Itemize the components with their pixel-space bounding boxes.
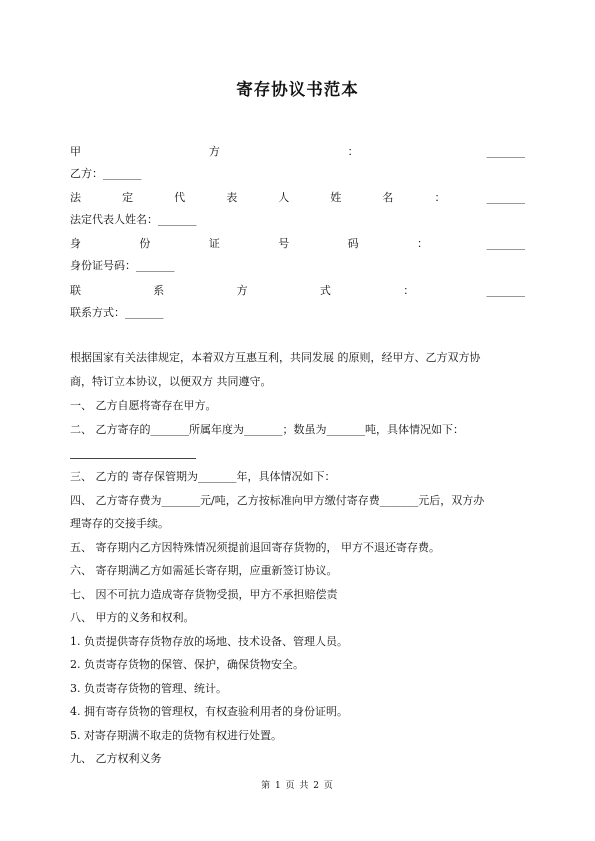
- legal-rep-char: 法: [70, 191, 81, 204]
- party-b-line: 乙方：_______: [70, 167, 142, 180]
- clause-7: 七、 因不可抗力造成寄存货物受损，甲方不承担赔偿责: [70, 588, 338, 601]
- clause-8: 八、 甲方的义务和权利。: [70, 611, 195, 624]
- id-number-blank: _______: [486, 237, 525, 250]
- contact-char: 联: [70, 284, 81, 297]
- party-a-line: [70, 144, 525, 160]
- legal-rep-char: 名: [382, 191, 394, 204]
- clause-1: 一、 乙方自愿将寄存在甲方。: [70, 399, 217, 412]
- document-title: 寄存协议书范本: [236, 80, 359, 99]
- legal-rep-char: 姓: [330, 191, 342, 204]
- party-a-colon: ：: [347, 145, 359, 158]
- legal-rep-char: 表: [226, 191, 238, 204]
- sub-item-5: 5. 对寄存期满不取走的货物有权进行处置。: [70, 729, 282, 742]
- id-number-char: 份: [139, 237, 151, 250]
- contact-line: 联系方式：_______: [70, 306, 164, 319]
- id-number-spread-line: [70, 236, 525, 252]
- contact-spread-line: [70, 283, 525, 299]
- clause-3: 三、 乙方的 寄存保管期为_______年，具体情况如下：: [70, 470, 336, 483]
- body-paragraph-line: 商，特订立本协议，以便双方 共同遵守。: [70, 375, 272, 388]
- legal-rep-char: 人: [278, 191, 290, 204]
- blank-underline: [70, 458, 196, 459]
- clause-9: 九、 乙方权利义务: [70, 752, 162, 765]
- id-number-char: 证: [208, 237, 220, 250]
- id-number-char: 码: [347, 237, 359, 250]
- legal-rep-spread-line: [70, 190, 525, 206]
- legal-rep-char: 定: [122, 191, 134, 204]
- legal-rep-line: 法定代表人姓名：_______: [70, 213, 197, 226]
- clause-2: 二、 乙方寄存的_______所属年度为_______；数虽为_______吨，具体情况如下：: [70, 423, 464, 436]
- body-paragraph-line: 根据国家有关法律规定，本着双方互惠互利，共同发展 的原则，经甲方、乙方双方协: [70, 351, 481, 364]
- party-a-char: 甲: [70, 145, 81, 158]
- party-a-char: 方: [208, 145, 220, 158]
- contact-char: 式: [319, 284, 331, 297]
- sub-item-3: 3. 负责寄存货物的管理、统计。: [70, 682, 227, 695]
- sub-item-2: 2. 负责寄存货物的保管、保护，确保货物安全。: [70, 658, 304, 671]
- sub-item-4: 4. 拥有寄存货物的管理权，有权查验利用者的身份证明。: [70, 705, 348, 718]
- contact-colon: ：: [403, 284, 415, 297]
- party-a-blank: _______: [486, 145, 525, 158]
- contact-char: 方: [236, 284, 248, 297]
- clause-4: 四、 乙方寄存费为_______元/吨，乙方按标准向甲方缴付寄存费_______元后，双方办: [70, 494, 485, 507]
- id-number-colon: ：: [417, 237, 429, 250]
- id-number-char: 身: [70, 237, 81, 250]
- page-footer: 第 1 页 共 2 页: [261, 781, 334, 791]
- clause-4-continued: 理寄存的交接手续。: [70, 517, 169, 530]
- contact-char: 系: [153, 284, 165, 297]
- contact-blank: _______: [486, 284, 525, 297]
- id-number-char: 号: [278, 237, 290, 250]
- legal-rep-char: 代: [174, 191, 186, 204]
- id-number-line: 身份证号码：_______: [70, 259, 175, 272]
- legal-rep-colon: ：: [434, 191, 446, 204]
- sub-item-1: 1. 负责提供寄存货物存放的场地、技术设备、管理人员。: [70, 635, 348, 648]
- legal-rep-blank: _______: [486, 191, 525, 204]
- clause-6: 六、 寄存期满乙方如需延长寄存期，应重新签订协议。: [70, 564, 338, 577]
- clause-5: 五、 寄存期内乙方因特殊情况须提前退回寄存货物的， 甲方不退还寄存费。: [70, 541, 440, 554]
